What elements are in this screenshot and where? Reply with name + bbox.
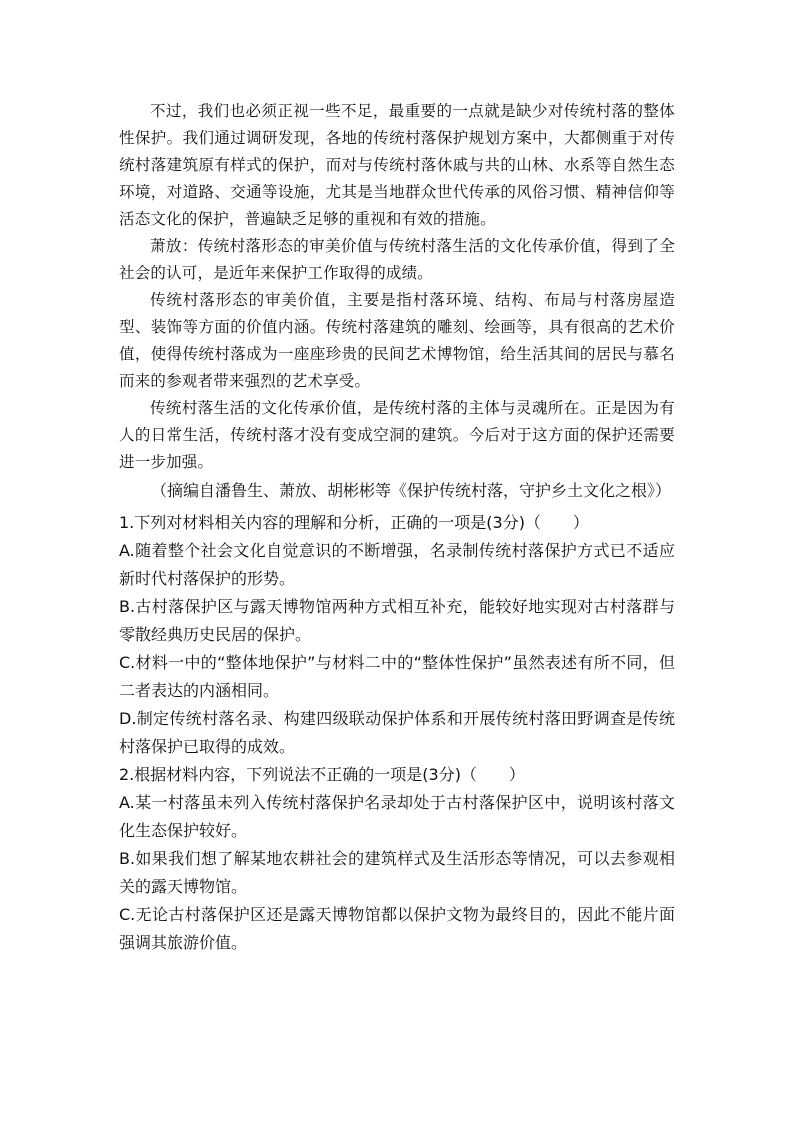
question-1 <box>119 509 675 761</box>
question-2-option-b: B.如果我们想了解某地农耕社会的建筑样式及生活形态等情况，可以去参观相关的露天博物馆。 <box>119 849 675 896</box>
question-2-option-c: C.无论古村落保护区还是露天博物馆都以保护文物为最终目的，因此不能片面强调其旅游价值。 <box>119 905 675 952</box>
question-2-option-a: A.某一村落虽未列入传统村落保护名录却处于古村落保护区中，说明该村落文化生态保护较好。 <box>119 793 675 840</box>
question-1-stem: 1.下列对材料相关内容的理解和分析，正确的一项是(3分)（ ） <box>119 513 589 532</box>
question-2 <box>119 761 675 957</box>
question-2-stem: 2.根据材料内容，下列说法不正确的一项是(3分)（ ） <box>119 765 525 784</box>
passage-paragraph-2: 萧放：传统村落形态的审美价值与传统村落生活的文化传承价值，得到了全社会的认可，是近年来保护工作取得的成绩。 <box>119 237 675 282</box>
question-1-option-b: B.古村落保护区与露天博物馆两种方式相互补充，能较好地实现对古村落群与零散经典历史民居的保护。 <box>119 597 675 644</box>
reading-passage <box>119 98 675 476</box>
question-list <box>119 509 675 957</box>
passage-paragraph-4: 传统村落生活的文化传承价值，是传统村落的主体与灵魂所在。正是因为有人的日常生活，传统村落才没有变成空洞的建筑。今后对于这方面的保护还需要进一步加强。 <box>119 399 675 471</box>
passage-paragraph-1: 不过，我们也必须正视一些不足，最重要的一点就是缺少对传统村落的整体性保护。我们通过调研发现，各地的传统村落保护规划方案中，大都侧重于对传统村落建筑原有样式的保护，而对与传统村落休戚与共的山林、水系等自然生态环境，对道路、交通等设施，尤其是当地群众世代传承的风俗习惯、精神信仰等活态文化的保护，普遍缺乏足够的重视和有效的措施。 <box>119 102 675 228</box>
question-1-option-d: D.制定传统村落名录、构建四级联动保护体系和开展传统村落田野调查是传统村落保护已取得的成效。 <box>119 709 675 756</box>
passage-source: （摘编自潘鲁生、萧放、胡彬彬等《保护传统村落，守护乡土文化之根》） <box>151 481 672 500</box>
question-1-option-c: C.材料一中的“整体地保护”与材料二中的“整体性保护”虽然表述有所不同，但二者表达的内涵相同。 <box>119 653 675 700</box>
passage-paragraph-3: 传统村落形态的审美价值，主要是指村落环境、结构、布局与村落房屋造型、装饰等方面的价值内涵。传统村落建筑的雕刻、绘画等，具有很高的艺术价值，使得传统村落成为一座座珍贵的民间艺术博物馆，给生活其间的居民与慕名而来的参观者带来强烈的艺术享受。 <box>119 291 675 390</box>
question-1-option-a: A.随着整个社会文化自觉意识的不断增强，名录制传统村落保护方式已不适应新时代村落保护的形势。 <box>119 541 675 588</box>
document-page <box>119 98 675 957</box>
